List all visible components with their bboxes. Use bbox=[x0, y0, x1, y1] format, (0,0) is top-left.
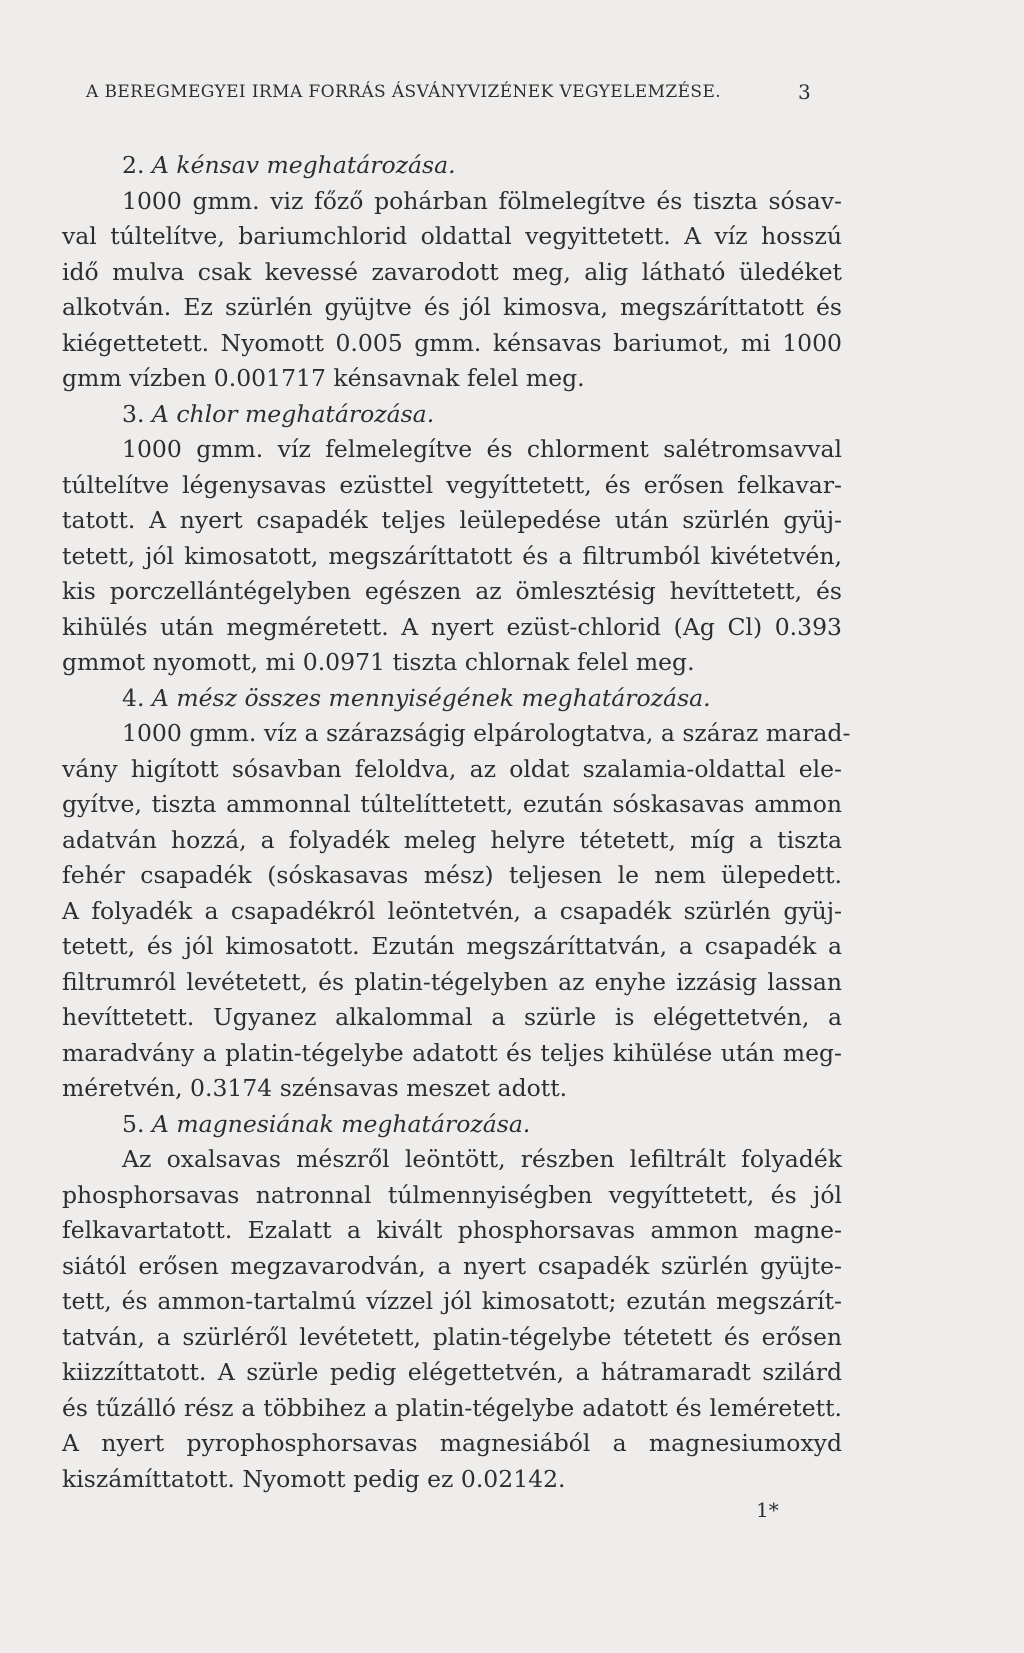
section-heading bbox=[122, 681, 842, 717]
text-line: kiszámíttatott. Nyomott pedig ez 0.02142. bbox=[62, 1464, 566, 1493]
text-line: túltelítve légenysavas ezüsttel vegyíttetett, és erősen felkavar- bbox=[62, 470, 842, 499]
text-line: hevíttetett. Ugyanez alkalommal a szürle is elégettetvén, a bbox=[62, 1003, 842, 1031]
body-text bbox=[62, 148, 851, 1497]
running-header bbox=[86, 82, 846, 102]
text-line: tatott. A nyert csapadék teljes leülepedése után szürlén gyüj- bbox=[62, 506, 842, 534]
text-line: 1000 gmm. viz főző pohárban fölmelegítve és tiszta sósav- bbox=[122, 186, 842, 215]
text-line: tetett, és jól kimosatott. Ezután megszáríttatván, a csapadék a bbox=[62, 932, 842, 960]
text-line: 1000 gmm. víz felmelegítve és chlorment salétromsavval bbox=[122, 435, 842, 463]
text-line: vány higított sósavban feloldva, az oldat szalamia-oldattal ele- bbox=[62, 754, 842, 783]
text-line: kihülés után megméretett. A nyert ezüst-chlorid (Ag Cl) 0.393 bbox=[62, 612, 842, 641]
section-title: A kénsav meghatározása. bbox=[151, 151, 456, 179]
text-line: A folyadék a csapadékról leöntetvén, a csapadék szürlén gyüj- bbox=[62, 896, 842, 925]
text-line: tett, és ammon-tartalmú vízzel jól kimosatott; ezután megszárít- bbox=[62, 1287, 842, 1315]
text-line: felkavartatott. Ezalatt a kivált phosphorsavas ammon magne- bbox=[62, 1216, 842, 1244]
section-heading bbox=[122, 397, 842, 433]
text-line: filtrumról levétetett, és platin-tégelyben az enyhe izzásig lassan bbox=[62, 967, 842, 996]
text-line: fehér csapadék (sóskasavas mész) teljesen le nem ülepedett. bbox=[62, 861, 842, 889]
section-heading bbox=[122, 1107, 842, 1143]
section-title: A chlor meghatározása. bbox=[151, 399, 435, 428]
text-line: A nyert pyrophosphorsavas magnesiából a magnesiumoxyd bbox=[62, 1429, 842, 1457]
text-line: tetett, jól kimosatott, megszáríttatott és a filtrumból kivétetvén, bbox=[62, 541, 842, 570]
text-line: alkotván. Ez szürlén gyüjtve és jól kimosva, megszáríttatott és bbox=[62, 293, 842, 321]
section-title: A mész összes mennyiségének meghatározása. bbox=[151, 683, 711, 712]
section-title: A magnesiának meghatározása. bbox=[151, 1109, 531, 1138]
section-heading bbox=[122, 148, 842, 184]
running-title: A BEREGMEGYEI IRMA FORRÁS ÁSVÁNYVIZÉNEK VEGYELEMZÉSE. bbox=[86, 82, 722, 102]
text-line: gmmot nyomott, mi 0.0971 tiszta chlornak felel meg. bbox=[62, 648, 695, 676]
text-line: idő mulva csak kevessé zavarodott meg, alig látható üledéket bbox=[62, 257, 842, 286]
text-line: phosphorsavas natronnal túlmennyiségben vegyíttetett, és jól bbox=[62, 1180, 842, 1209]
text-line: gmm vízben 0.001717 kénsavnak felel meg. bbox=[62, 364, 585, 392]
text-line: maradvány a platin-tégelybe adatott és teljes kihülése után meg- bbox=[62, 1038, 842, 1067]
text-line: kiégettetett. Nyomott 0.005 gmm. kénsavas bariumot, mi 1000 bbox=[62, 328, 842, 357]
section-number: 3. bbox=[122, 399, 145, 428]
signature-mark: 1* bbox=[756, 1498, 779, 1522]
section-number: 5. bbox=[122, 1109, 145, 1138]
text-line: tatván, a szürléről levétetett, platin-tégelybe tétetett és erősen bbox=[62, 1322, 842, 1351]
section-number: 4. bbox=[122, 683, 145, 712]
text-line: kis porczellántégelyben egészen az ömlesztésig hevíttetett, és bbox=[62, 577, 842, 605]
page-number: 3 bbox=[798, 80, 812, 104]
section-number: 2. bbox=[122, 151, 145, 179]
text-line: 1000 gmm. víz a szárazságig elpárologtatva, a száraz marad- bbox=[122, 719, 851, 747]
text-line: kiizzíttatott. A szürle pedig elégettetvén, a hátramaradt szilárd bbox=[62, 1358, 842, 1386]
text-line: méretvén, 0.3174 szénsavas meszet adott. bbox=[62, 1074, 568, 1102]
text-line: Az oxalsavas mészről leöntött, részben lefiltrált folyadék bbox=[122, 1145, 842, 1173]
text-line: gyítve, tiszta ammonnal túltelíttetett, ezután sóskasavas ammon bbox=[62, 790, 842, 818]
text-line: és tűzálló rész a többihez a platin-tégelybe adatott és leméretett. bbox=[62, 1393, 842, 1422]
text-line: val túltelítve, bariumchlorid oldattal vegyittetett. A víz hosszú bbox=[62, 222, 842, 250]
text-line: adatván hozzá, a folyadék meleg helyre tétetett, míg a tiszta bbox=[62, 825, 842, 854]
text-line: siától erősen megzavarodván, a nyert csapadék szürlén gyüjte- bbox=[62, 1251, 842, 1280]
